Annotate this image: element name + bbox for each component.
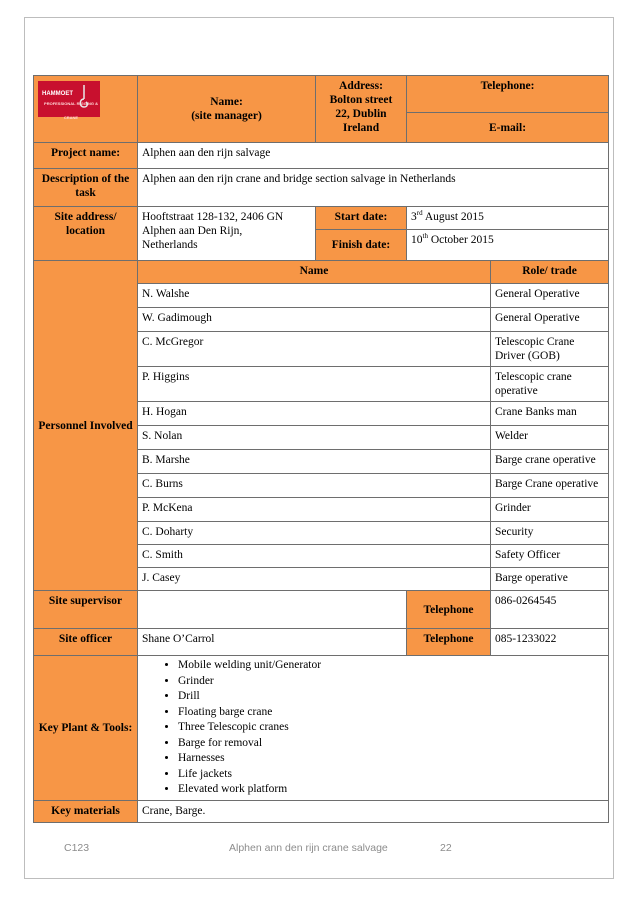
supervisor-telephone-value: 086-0264545 <box>491 591 609 629</box>
personnel-role: Telescopic crane operative <box>491 367 609 402</box>
footer-title: Alphen ann den rijn crane salvage <box>229 842 388 854</box>
start-day-suffix: rd <box>416 209 423 218</box>
list-item: • Three Telescopic cranes <box>178 720 604 736</box>
personnel-name: P. Higgins <box>138 367 491 402</box>
start-date-label: Start date: <box>316 207 407 230</box>
email-label: E-mail: <box>407 113 609 143</box>
list-item: • Barge for removal <box>178 736 604 752</box>
list-item: • Grinder <box>178 674 604 690</box>
personnel-name: C. Doharty <box>138 522 491 545</box>
logo-subtext: PROFESSIONAL RIGGING & CRANE <box>44 101 98 120</box>
personnel-role: Telescopic Crane Driver (GOB) <box>491 332 609 367</box>
list-item: • Mobile welding unit/Generator <box>178 658 604 674</box>
address-line-3: Ireland <box>342 122 380 134</box>
personnel-name: H. Hogan <box>138 402 491 426</box>
address-line-2: 22, Dublin <box>335 108 387 120</box>
start-date-value <box>407 207 609 230</box>
list-item: • Floating barge crane <box>178 705 604 721</box>
personnel-name: J. Casey <box>138 568 491 591</box>
list-item: • Elevated work platform <box>178 782 604 798</box>
personnel-col-role: Role/ trade <box>491 261 609 284</box>
personnel-role: Barge crane operative <box>491 450 609 474</box>
site-supervisor-name <box>138 591 407 629</box>
supervisor-telephone-label: Telephone <box>407 591 491 629</box>
finish-month-year: October 2015 <box>427 234 494 246</box>
personnel-role: Grinder <box>491 498 609 522</box>
site-supervisor-label: Site supervisor <box>34 591 138 629</box>
crane-hook-icon <box>78 85 90 111</box>
start-month-year: August 2015 <box>422 211 484 223</box>
logo-text: HAMMOET <box>42 91 73 97</box>
description-value: Alphen aan den rijn crane and bridge section salvage in Netherlands <box>138 169 609 207</box>
footer-code: C123 <box>64 842 90 854</box>
personnel-role: General Operative <box>491 284 609 308</box>
footer-page-number: 22 <box>440 842 452 854</box>
key-materials-label: Key materials <box>34 801 138 823</box>
personnel-role: Security <box>491 522 609 545</box>
logo-cell <box>34 76 138 143</box>
personnel-name: N. Walshe <box>138 284 491 308</box>
address-cell <box>316 76 407 143</box>
site-manager-cell <box>138 76 316 143</box>
key-materials-value: Crane, Barge. <box>138 801 609 823</box>
list-item: • Life jackets <box>178 767 604 783</box>
site-address-line-3: Netherlands <box>142 239 198 251</box>
personnel-col-name: Name <box>138 261 491 284</box>
site-officer-name: Shane O’Carrol <box>138 629 407 656</box>
project-name-label: Project name: <box>34 143 138 169</box>
personnel-name: W. Gadimough <box>138 308 491 332</box>
telephone-label: Telephone: <box>407 76 609 113</box>
list-item: • Drill <box>178 689 604 705</box>
personnel-role: Crane Banks man <box>491 402 609 426</box>
personnel-role: Barge Crane operative <box>491 474 609 498</box>
key-plant-list <box>142 658 604 798</box>
personnel-name: P. McKena <box>138 498 491 522</box>
address-label: Address: <box>339 80 383 92</box>
name-label: Name: <box>210 96 243 108</box>
personnel-name: S. Nolan <box>138 426 491 450</box>
personnel-role: Safety Officer <box>491 545 609 568</box>
address-line-1: Bolton street <box>329 94 393 106</box>
finish-date-value <box>407 230 609 261</box>
start-day: 3 <box>411 211 417 223</box>
officer-telephone-value: 085-1233022 <box>491 629 609 656</box>
name-sub-label: (site manager) <box>191 110 262 122</box>
site-address-line-1: Hooftstraat 128-132, 2406 GN <box>142 211 284 223</box>
site-address-label: Site address/ location <box>34 207 138 261</box>
personnel-name: B. Marshe <box>138 450 491 474</box>
list-item: • Harnesses <box>178 751 604 767</box>
personnel-name: C. Smith <box>138 545 491 568</box>
key-plant-label: Key Plant & Tools: <box>34 656 138 801</box>
key-plant-list-cell <box>138 656 609 801</box>
personnel-name: C. Burns <box>138 474 491 498</box>
site-address-value <box>138 207 316 261</box>
finish-day-suffix: th <box>422 232 428 241</box>
company-logo <box>38 81 100 120</box>
personnel-role: Barge operative <box>491 568 609 591</box>
job-info-form <box>33 75 609 823</box>
finish-date-label: Finish date: <box>316 230 407 261</box>
description-label: Description of the task <box>34 169 138 207</box>
finish-day: 10 <box>411 234 423 246</box>
project-name-value: Alphen aan den rijn salvage <box>138 143 609 169</box>
personnel-label: Personnel Involved <box>34 261 138 591</box>
personnel-name: C. McGregor <box>138 332 491 367</box>
site-officer-label: Site officer <box>34 629 138 656</box>
personnel-role: Welder <box>491 426 609 450</box>
officer-telephone-label: Telephone <box>407 629 491 656</box>
site-address-line-2: Alphen aan Den Rijn, <box>142 225 243 237</box>
personnel-role: General Operative <box>491 308 609 332</box>
